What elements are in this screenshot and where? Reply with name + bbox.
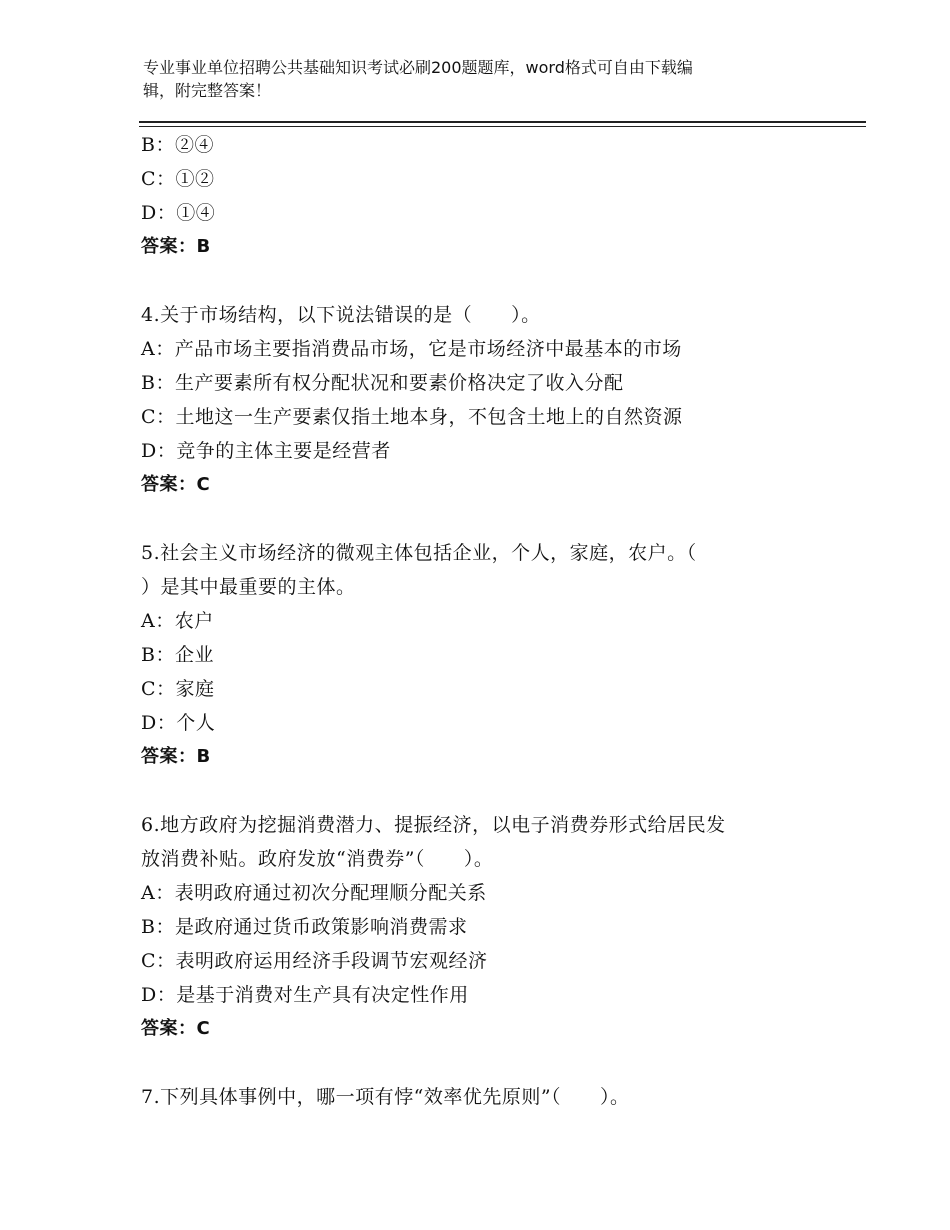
q6-option-a: A：表明政府通过初次分配理顺分配关系 [141,882,487,904]
q5-option-b: B：企业 [141,644,214,666]
q4-answer: 答案：C [141,474,211,495]
q4-option-c: C：土地这一生产要素仅指土地本身，不包含土地上的自然资源 [141,406,683,428]
q6-answer: 答案：C [141,1018,211,1039]
q4-option-d: D：竞争的主体主要是经营者 [141,440,391,462]
header-line-1: 专业事业单位招聘公共基础知识考试必刷200题题库，word格式可自由下载编 [143,58,693,77]
header-divider [139,121,866,127]
q3-option-d: D：①④ [141,202,216,224]
q6-stem-line-1: 6.地方政府为挖掘消费潜力、提振经济，以电子消费券形式给居民发 [141,814,726,836]
q3-option-b: B：②④ [141,134,214,156]
q6-option-c: C：表明政府运用经济手段调节宏观经济 [141,950,488,972]
q6-option-d: D：是基于消费对生产具有决定性作用 [141,984,469,1006]
spacer [141,774,821,808]
page-header [143,56,803,102]
q4-stem: 4.关于市场结构，以下说法错误的是（ ）。 [141,304,541,326]
q5-option-c: C：家庭 [141,678,215,700]
q3-option-c: C：①② [141,168,215,190]
q6-option-b: B：是政府通过货币政策影响消费需求 [141,916,468,938]
header-line-2: 辑，附完整答案！ [143,81,272,100]
spacer [141,1046,821,1080]
q4-option-a: A：产品市场主要指消费品市场，它是市场经济中最基本的市场 [141,338,682,360]
q5-option-d: D：个人 [141,712,216,734]
spacer [141,264,821,298]
q5-option-a: A：农户 [141,610,214,632]
spacer [141,502,821,536]
q4-option-b: B：生产要素所有权分配状况和要素价格决定了收入分配 [141,372,624,394]
q5-stem-line-1: 5.社会主义市场经济的微观主体包括企业，个人，家庭，农户。（ [141,542,697,564]
question-content [141,128,821,1114]
q5-stem-line-2: ）是其中最重要的主体。 [141,576,356,598]
q3-answer: 答案：B [141,236,211,257]
q5-answer: 答案：B [141,746,211,767]
q6-stem-line-2: 放消费补贴。政府发放“消费券”（ ）。 [141,848,494,870]
q7-stem: 7.下列具体事例中，哪一项有悖“效率优先原则”（ ）。 [141,1086,630,1108]
